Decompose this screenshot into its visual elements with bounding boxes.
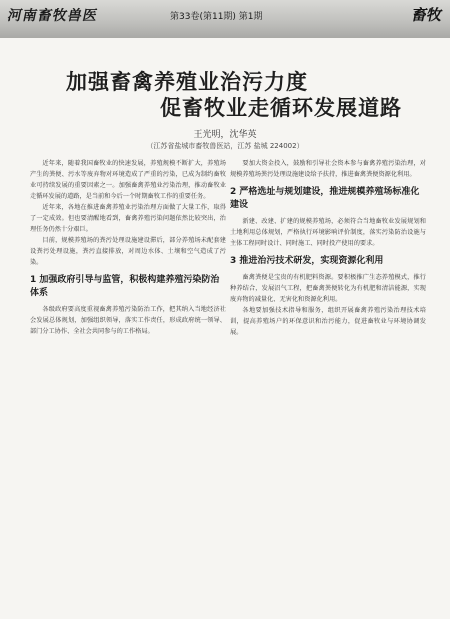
section-heading: 3 推进治污技术研发，实现资源化利用	[230, 256, 384, 266]
paragraph: 要加大资金投入，鼓励和引导社会资本参与畜禽养殖污染治理，对规模养殖场粪污处理设施建设给予扶持，推进畜禽粪便资源化利用。	[230, 160, 426, 178]
paragraph: 各地要加强技术指导和服务，组织开展畜禽养殖污染治理技术培训，提高养殖场户的环保意识和治污能力，促进畜牧业与环境协调发展。	[230, 307, 426, 336]
section-heading: 1 加强政府引导与监管，积极构建养殖污染防治体系	[30, 275, 220, 298]
issue-info: 第33卷(第11期) 第1期	[170, 12, 263, 22]
paragraph: 畜禽粪便是宝贵的有机肥料资源。要积极推广生态养殖模式，推行种养结合，发展沼气工程，把畜禽粪便转化为有机肥和清洁能源，实现废弃物的减量化、无害化和资源化利用。	[230, 274, 426, 303]
article-title-line2: 促畜牧业走循环发展道路	[160, 95, 402, 120]
paragraph: 新建、改建、扩建的规模养殖场，必须符合当地畜牧业发展规划和土地利用总体规划，严格执行环境影响评价制度，落实污染防治设施与主体工程同时设计、同时施工、同时投产使用的要求。	[230, 218, 426, 247]
paragraph: 近年来，随着我国畜牧业的快速发展，养殖规模不断扩大，养殖场产生的粪便、污水等废弃物对环境造成了严重的污染，已成为制约畜牧业可持续发展的重要因素之一。加强畜禽养殖业污染治理，推动畜牧业走循环发展的道路，是当前和今后一个时期畜牧工作的重要任务。	[30, 160, 226, 200]
article-title-line1: 加强畜禽养殖业治污力度	[66, 69, 308, 94]
author-affiliation: （江苏省盐城市畜牧兽医站，江苏 盐城 224002）	[146, 142, 304, 150]
paragraph: 各级政府要高度重视畜禽养殖污染防治工作，把其纳入当地经济社会发展总体规划，加强组织领导，落实工作责任，形成政府统一领导、部门分工协作、全社会共同参与的工作格局。	[30, 306, 226, 335]
paragraph: 近年来，各地在推进畜禽养殖业污染治理方面做了大量工作，取得了一定成效。但也要清醒地看到，畜禽养殖污染问题依然比较突出，治理任务仍然十分艰巨。	[30, 204, 226, 233]
journal-header	[0, 0, 450, 38]
journal-name: 河南畜牧兽医	[6, 8, 100, 24]
section-heading: 2 严格选址与规划建设，推进规模养殖场标准化建设	[230, 187, 420, 210]
right-column	[230, 158, 426, 338]
left-column	[30, 158, 226, 337]
article-authors: 王光明，沈华英	[193, 130, 257, 140]
paragraph: 目前，规模养殖场的粪污处理设施建设滞后，部分养殖场未配套建设粪污处理设施，粪污直接排放，对周边水体、土壤和空气造成了污染。	[30, 237, 226, 266]
section-tag: 畜牧	[409, 6, 444, 24]
